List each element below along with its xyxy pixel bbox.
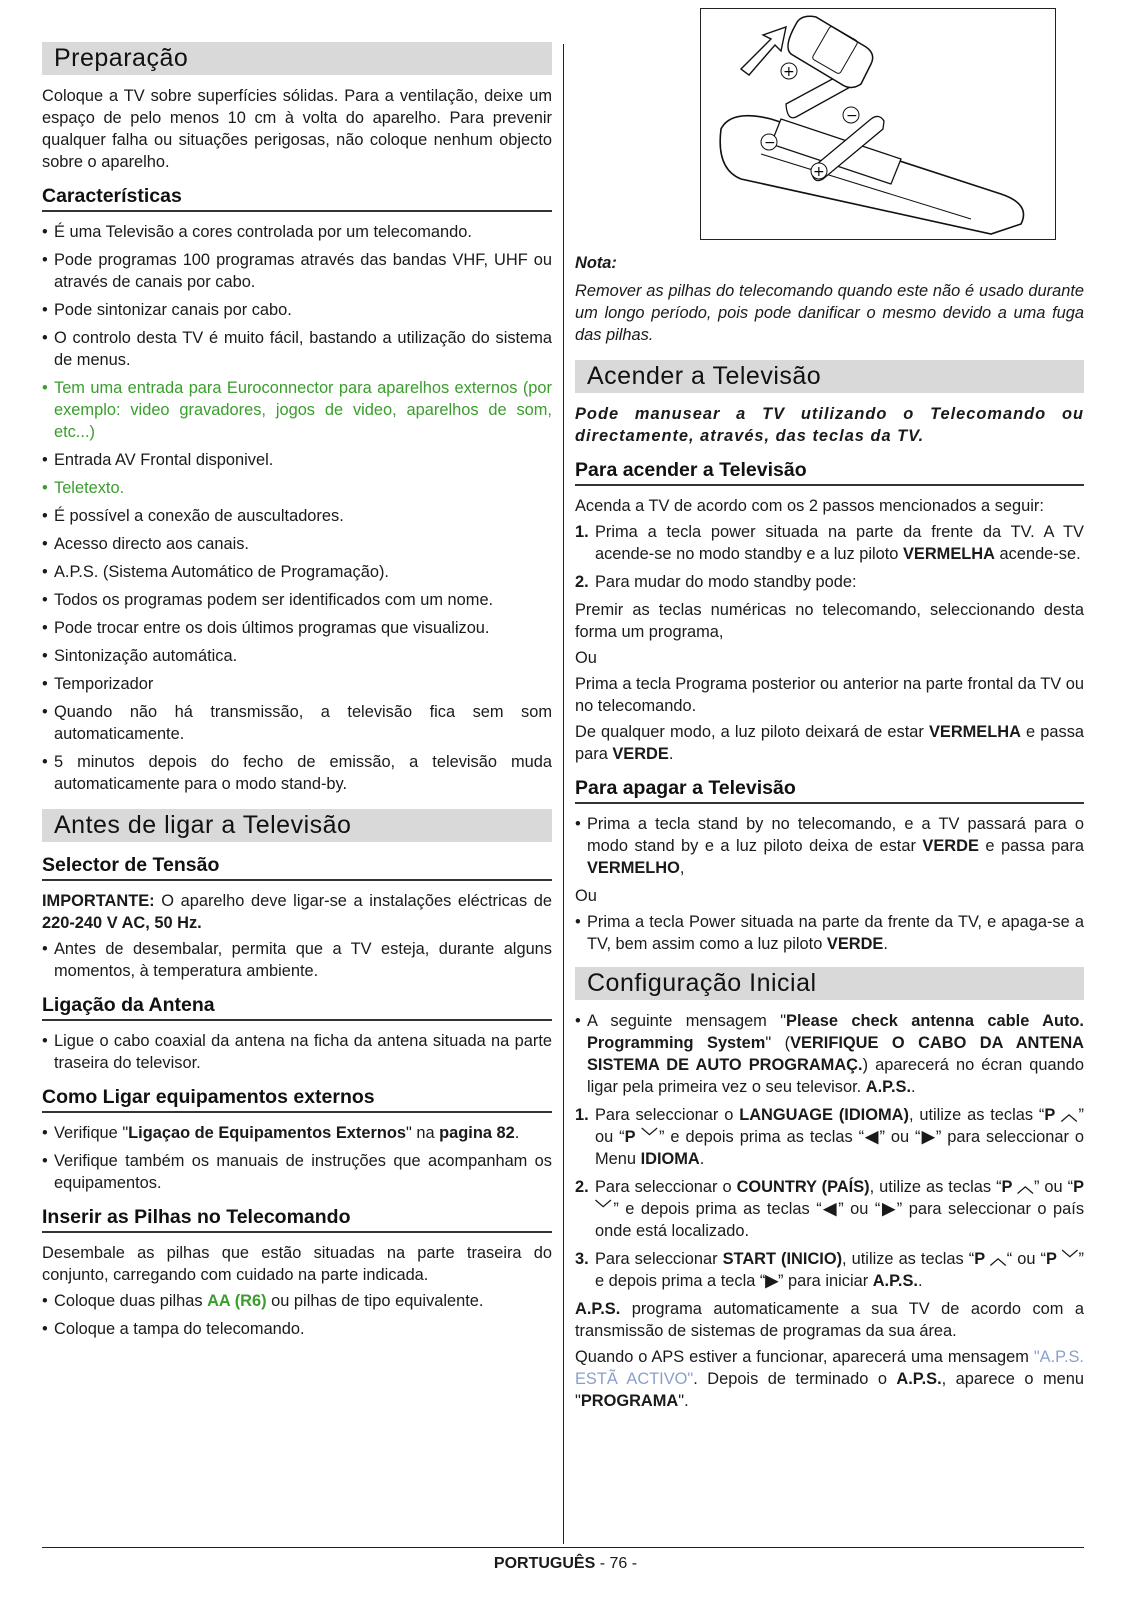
text-run: Para seleccionar o	[595, 1178, 737, 1196]
battery-bullet	[42, 1290, 552, 1312]
switch-off-list-2	[575, 911, 1084, 955]
feature-item: • Todos os programas podem ser identificados com um nome.	[42, 589, 552, 611]
feature-item: • O controlo desta TV é muito fácil, bastando a utilização do sistema de menus.	[42, 327, 552, 371]
feature-item: • Temporizador	[42, 673, 552, 695]
step-2-option-1: Premir as teclas numéricas no telecomando, seleccionando desta forma um programa,	[575, 601, 1084, 641]
text-run: ” ou “	[879, 1128, 921, 1146]
remote-battery-drawing	[701, 9, 1055, 239]
config-step-2: 2. Para seleccionar o COUNTRY (PAÍS), utilize as teclas “P ︿” ou “P ﹀” e depois prima as teclas “◀” ou “▶” para seleccionar o país onde está localizado.	[575, 1178, 1085, 1240]
switch-off-bullet	[575, 911, 1084, 955]
text-run: O aparelho deve ligar-se a instalações eléctricas de	[154, 892, 552, 910]
text-run: , utilize as teclas “	[908, 1106, 1045, 1124]
text-run: P ︿	[1001, 1178, 1034, 1196]
external-bullet	[42, 1122, 552, 1144]
svg-text:−: −	[764, 135, 776, 151]
on-intro: Pode manusear a TV utilizando o Telecomando ou directamente, através, das teclas da TV.	[575, 405, 1084, 445]
text-run: ” para seleccionar o país onde está localizado.	[595, 1200, 1085, 1240]
footer-rule	[42, 1547, 1084, 1548]
subtitle-para-apagar: Para apagar a Televisão	[575, 776, 1084, 804]
text-run: , utilize as teclas “	[842, 1250, 975, 1268]
battery-list	[42, 1290, 552, 1340]
text-run: COUNTRY (PAÍS)	[736, 1178, 870, 1196]
text-run: P ︿	[1044, 1106, 1079, 1124]
feature-item: • Entrada AV Frontal disponivel.	[42, 449, 552, 471]
text-run: VERMELHO	[587, 859, 680, 877]
text-run: ” para seleccionar o Menu	[595, 1128, 1085, 1168]
section-title-preparacao: Preparação	[42, 42, 552, 75]
text-run: A.P.S.	[896, 1370, 942, 1388]
text-run: ” para iniciar	[777, 1272, 873, 1290]
text-run: ” e depois prima as teclas “	[659, 1128, 865, 1146]
antenna-list	[42, 1030, 552, 1074]
feature-item: • Pode programas 100 programas através das bandas VHF, UHF ou através de canais por cabo.	[42, 249, 552, 293]
config-step-3: 3. Para seleccionar START (INICIO), utilize as teclas “P ︿“ ou “P ﹀” e depois prima a tecla “▶” para iniciar A.P.S..	[575, 1250, 1084, 1290]
feature-item: • É uma Televisão a cores controlada por um telecomando.	[42, 221, 552, 243]
text-run: VERDE	[826, 935, 884, 953]
note-label: Nota:	[575, 254, 617, 272]
text-run: Quando o APS estiver a funcionar, aparecerá uma mensagem	[575, 1348, 1034, 1366]
feature-item: • Pode trocar entre os dois últimos programas que visualizou.	[42, 617, 552, 639]
text-run: .	[668, 745, 674, 763]
feature-item: • 5 minutos depois do fecho de emissão, a televisão muda automaticamente para o modo stand-by.	[42, 751, 552, 795]
text-run: Prima a tecla Power situada na parte da frente da TV, e apaga-se a TV, bem assim como a luz piloto	[587, 913, 1084, 953]
subtitle-ligacao-antena: Ligação da Antena	[42, 993, 552, 1021]
svg-text:−: −	[846, 108, 858, 124]
svg-text:+: +	[783, 64, 795, 80]
text-run: Verifique "	[54, 1124, 129, 1142]
feature-item: • Acesso directo aos canais.	[42, 533, 552, 555]
text-run: P ︿	[974, 1250, 1007, 1268]
text-run: .	[911, 1078, 916, 1096]
text-run: “ ou “	[1006, 1250, 1046, 1268]
text-run: pagina 82	[439, 1124, 515, 1142]
text-run: Prima a tecla power situada na parte da frente da TV. A TV acende-se no modo standby e a luz piloto	[595, 523, 1084, 563]
text-run: ▶	[880, 1200, 897, 1218]
config-list	[575, 1010, 1084, 1098]
text-run: 220-240 V AC, 50 Hz.	[42, 914, 202, 932]
text-run: A.P.S.	[872, 1272, 918, 1290]
section-title-acender: Acender a Televisão	[575, 360, 1084, 393]
ou-text: Ou	[575, 887, 597, 905]
text-run: Please check antenna cable Auto. Programming System	[587, 1012, 1084, 1052]
battery-paragraph: Desembale as pilhas que estão situadas na parte traseira do conjunto, carregando com cuidado na parte indicada.	[42, 1244, 552, 1284]
text-run: "A.P.S. ESTÃ ACTIVO"	[575, 1348, 1084, 1388]
text-run: ou pilhas de tipo equivalente.	[266, 1292, 484, 1310]
text-run: A.P.S.	[575, 1300, 621, 1318]
config-step-3-text	[595, 1250, 1084, 1290]
text-run: START (INICIO)	[722, 1250, 843, 1268]
text-run: " (	[765, 1034, 791, 1052]
section-title-configuracao: Configuração Inicial	[575, 967, 1084, 1000]
remote-battery-illustration	[700, 8, 1056, 240]
text-run: programa automaticamente a sua TV de acordo com a transmissão de sistemas de programas da sua área.	[575, 1300, 1084, 1340]
text-run: , utilize as teclas “	[869, 1178, 1002, 1196]
switch-off-bullet	[575, 813, 1084, 879]
text-run: acende-se.	[994, 545, 1081, 563]
ou-text: Ou	[575, 649, 597, 667]
text-run: e passa para	[575, 723, 1085, 763]
text-run: . Depois de terminado o	[693, 1370, 897, 1388]
step-1: 1. Prima a tecla power situada na parte da frente da TV. A TV acende-se no modo standby e a luz piloto VERMELHA acende-se.	[575, 523, 1084, 563]
text-run: VERMELHA	[928, 723, 1021, 741]
text-run: , aparece o menu "	[575, 1370, 1084, 1410]
text-run: .	[917, 1272, 923, 1290]
section-title-antes-de-ligar: Antes de ligar a Televisão	[42, 809, 552, 842]
prep-paragraph: Coloque a TV sobre superfícies sólidas. Para a ventilação, deixe um espaço de pelo menos 10 cm à volta do aparelho. Para prevenir qualquer falha ou situações perigosas, não coloque nenhum objecto sobre o aparelho.	[42, 87, 552, 171]
switch-on-steps	[575, 521, 1084, 593]
battery-bullet: • Coloque a tampa do telecomando.	[42, 1318, 552, 1340]
external-list	[42, 1122, 552, 1194]
text-run: ▶	[765, 1272, 778, 1290]
text-run: A.P.S.	[865, 1078, 912, 1096]
text-run: .	[883, 935, 888, 953]
config-step-2-text	[595, 1178, 1084, 1240]
text-run: AA (R6)	[207, 1292, 267, 1310]
text-run: Para seleccionar o	[595, 1106, 740, 1124]
feature-item-teletexto: • Teletexto.	[42, 477, 552, 499]
tension-paragraph	[42, 890, 552, 934]
text-run: Coloque duas pilhas	[54, 1292, 208, 1310]
text-run: ◀	[821, 1200, 839, 1218]
text-run: .	[699, 1150, 705, 1168]
subtitle-caracteristicas: Características	[42, 184, 552, 212]
right-column	[575, 8, 1084, 1416]
page-footer	[0, 1555, 1131, 1573]
text-run: VERDE	[612, 745, 669, 763]
features-list	[42, 221, 552, 795]
external-bullet: • Verifique também os manuais de instruções que acompanham os equipamentos.	[42, 1150, 552, 1194]
text-run: Ligaçao de Equipamentos Externos	[128, 1124, 406, 1142]
config-steps	[575, 1104, 1084, 1292]
config-step-1: 1. Para seleccionar o LANGUAGE (IDIOMA), utilize as teclas “P ︿” ou “P ﹀” e depois prima as teclas “◀” ou “▶” para seleccionar o Menu IDIOMA.	[575, 1106, 1085, 1168]
feature-item-euroconnector: • Tem uma entrada para Euroconnector para aparelhos externos (por exemplo: video gravadores, jogos de video, aparelhos de som, etc...)	[42, 377, 552, 443]
text-run: Prima a tecla stand by no telecomando, e a TV passará para o modo stand by e a luz piloto deixa de estar	[587, 815, 1084, 855]
text-run: IMPORTANTE:	[42, 892, 155, 910]
subtitle-selector-tensao: Selector de Tensão	[42, 853, 552, 881]
text-run: P ﹀	[1045, 1250, 1079, 1268]
text-run: ” ou “	[838, 1200, 881, 1218]
subtitle-equipamentos-externos: Como Ligar equipamentos externos	[42, 1085, 552, 1113]
text-run: Para seleccionar	[595, 1250, 723, 1268]
feature-item: • Sintonização automática.	[42, 645, 552, 667]
text-run: ” e depois prima as teclas “	[613, 1200, 822, 1218]
column-divider	[563, 44, 564, 1544]
text-run: .	[514, 1124, 520, 1142]
text-run: " na	[405, 1124, 440, 1142]
feature-item: • Quando não há transmissão, a televisão fica sem som automaticamente.	[42, 701, 552, 745]
subtitle-inserir-pilhas: Inserir as Pilhas no Telecomando	[42, 1205, 552, 1233]
step-2: 2. Para mudar do modo standby pode:	[575, 573, 857, 591]
text-run: P ﹀	[624, 1128, 659, 1146]
step-2-option-2: Prima a tecla Programa posterior ou anterior na parte frontal da TV ou no telecomando.	[575, 675, 1084, 715]
text-run: ” ou “	[595, 1106, 1085, 1146]
aps-paragraph	[575, 1298, 1084, 1342]
text-run: VERMELHA	[902, 545, 995, 563]
text-run: ” ou “	[1033, 1178, 1074, 1196]
text-run: A seguinte mensagem "	[587, 1012, 787, 1030]
switch-off-list	[575, 813, 1084, 879]
aps-active-paragraph	[575, 1346, 1084, 1412]
text-run: De qualquer modo, a luz piloto deixará de estar	[575, 723, 929, 741]
text-run: ▶	[920, 1128, 936, 1146]
step-2-text: Para mudar do modo standby pode:	[595, 573, 857, 591]
text-run: ,	[679, 859, 685, 877]
footer-page-number: - 76 -	[599, 1555, 638, 1572]
text-run: e passa para	[978, 837, 1084, 855]
feature-item: • É possível a conexão de auscultadores.	[42, 505, 552, 527]
feature-item: • A.P.S. (Sistema Automático de Programação).	[42, 561, 552, 583]
step-1-text	[595, 523, 1084, 563]
text-run: ) aparecerá no écran quando ligar pela primeira vez o seu televisor.	[587, 1056, 1085, 1096]
footer-language: PORTUGUÊS	[493, 1555, 596, 1572]
text-run: IDIOMA	[640, 1150, 700, 1168]
subtitle-para-acender: Para acender a Televisão	[575, 458, 1084, 486]
text-run: VERIFIQUE O CABO DA ANTENA SISTEMA DE AUTO PROGRAMAÇ.	[587, 1034, 1084, 1074]
text-run: ◀	[864, 1128, 880, 1146]
text-run: ".	[678, 1392, 689, 1410]
text-run: PROGRAMA	[580, 1392, 679, 1410]
switch-on-text: Acenda a TV de acordo com os 2 passos mencionados a seguir:	[575, 497, 1044, 515]
text-run: VERDE	[922, 837, 979, 855]
svg-text:+: +	[813, 164, 825, 180]
step-2-result	[575, 721, 1084, 765]
config-bullet	[575, 1010, 1084, 1098]
feature-item: • Pode sintonizar canais por cabo.	[42, 299, 552, 321]
antenna-bullet: • Ligue o cabo coaxial da antena na ficha da antena situada na parte traseira do televisor.	[42, 1030, 552, 1074]
tension-list	[42, 938, 552, 982]
config-step-1-text	[595, 1106, 1084, 1168]
left-column	[42, 42, 552, 1346]
text-run: P ﹀	[595, 1178, 1084, 1218]
text-run: ” e depois prima a tecla “	[595, 1250, 1084, 1290]
text-run: LANGUAGE (IDIOMA)	[739, 1106, 909, 1124]
note-text: Remover as pilhas do telecomando quando este não é usado durante um longo período, pois pode danificar o mesmo devido a uma fuga das pilhas.	[575, 282, 1084, 344]
tension-bullet: • Antes de desembalar, permita que a TV esteja, durante alguns momentos, à temperatura ambiente.	[42, 938, 552, 982]
